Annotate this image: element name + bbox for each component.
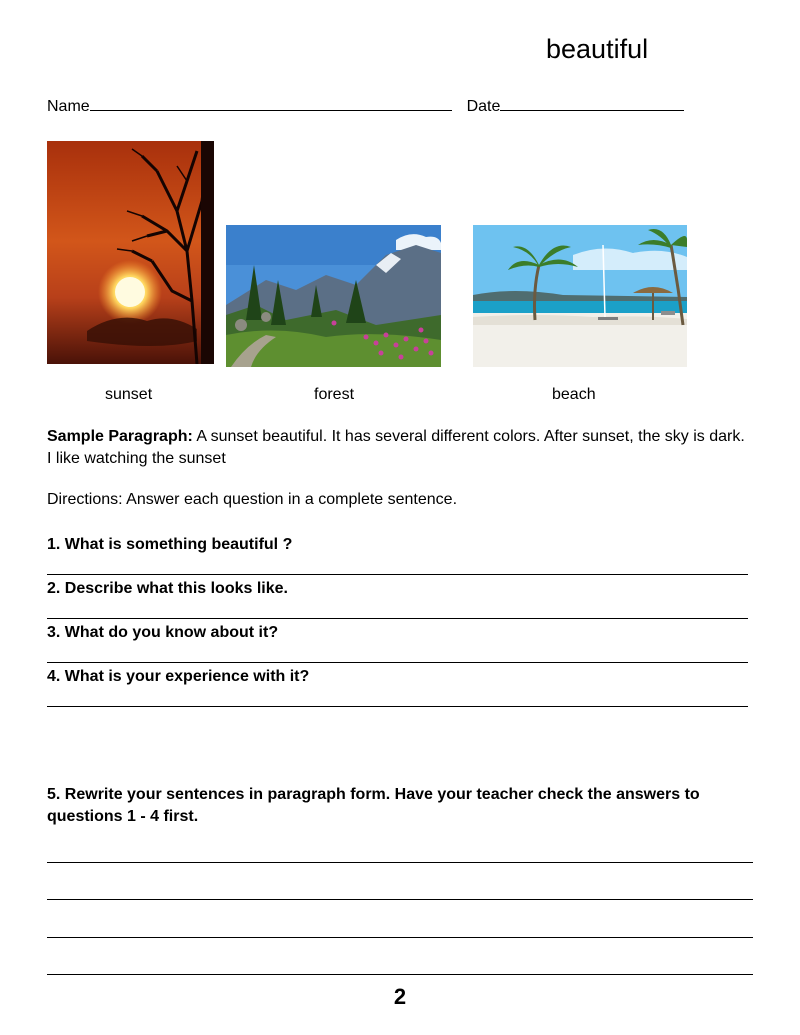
paragraph-line-3[interactable] — [47, 937, 753, 938]
sample-text: A sunset beautiful. It has several different colors. After sunset, the sky is dark. I like watching the sunset — [47, 428, 745, 467]
sample-paragraph — [47, 426, 747, 470]
question-3: 3. What do you know about it? — [47, 624, 279, 641]
answer-line-4[interactable] — [47, 706, 748, 707]
forest-photo — [226, 225, 441, 367]
question-4: 4. What is your experience with it? — [47, 668, 310, 685]
question-1: 1. What is something beautiful ? — [47, 536, 293, 553]
caption-forest: forest — [314, 386, 355, 403]
question-2: 2. Describe what this looks like. — [47, 580, 288, 597]
name-blank[interactable] — [90, 96, 452, 111]
answer-line-3[interactable] — [47, 662, 748, 663]
name-date-row — [47, 96, 684, 116]
paragraph-line-1[interactable] — [47, 862, 753, 863]
name-label: Name — [47, 98, 90, 115]
sunset-photo — [47, 141, 214, 364]
beach-photo — [473, 225, 687, 367]
answer-line-2[interactable] — [47, 618, 748, 619]
date-blank[interactable] — [500, 96, 684, 111]
date-label: Date — [466, 98, 501, 115]
answer-line-1[interactable] — [47, 574, 748, 575]
caption-sunset: sunset — [105, 386, 153, 403]
page-number: 2 — [393, 984, 407, 1009]
sample-label: Sample Paragraph: — [47, 428, 193, 445]
directions: Directions: Answer each question in a complete sentence. — [47, 491, 458, 508]
paragraph-line-4[interactable] — [47, 974, 753, 975]
question-5: 5. Rewrite your sentences in paragraph form. Have your teacher check the answers to questions 1 - 4 first. — [47, 786, 700, 825]
paragraph-line-2[interactable] — [47, 899, 753, 900]
worksheet-title: beautiful — [546, 34, 649, 64]
caption-beach: beach — [552, 386, 596, 403]
